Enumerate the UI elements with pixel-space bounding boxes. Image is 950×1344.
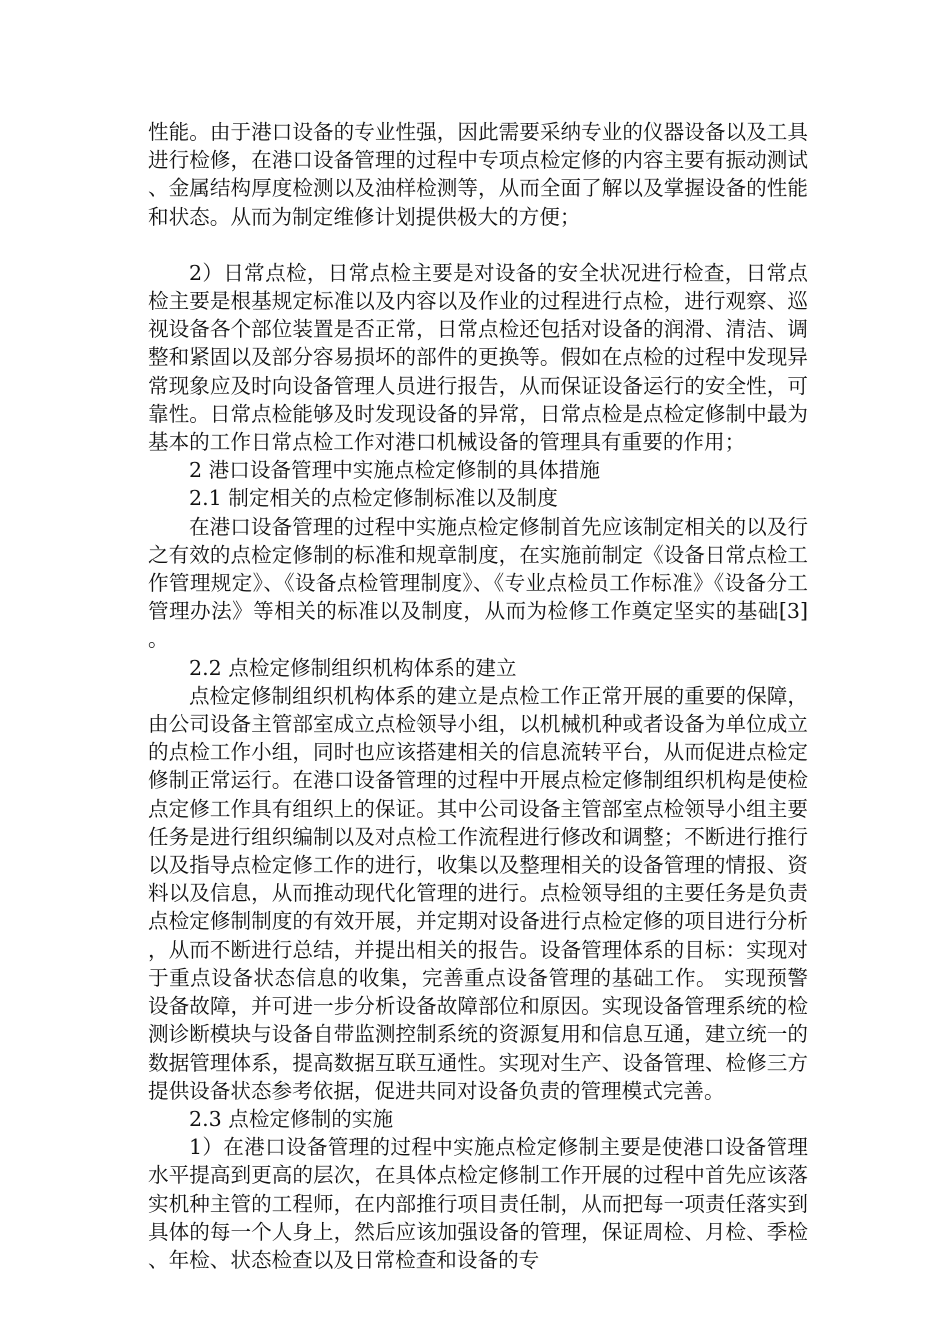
paragraph-daily-inspection: 2）日常点检，日常点检主要是对设备的安全状况进行检查，日常点检主要是根基规定标准以及内容以及作业的过程进行点检，进行观察、巡视设备各个部位装置是否正常，日常点检还包括对设备的润滑、清洁、调整和紧固以及部分容易损坏的部件的更换等。假如在点检的过程中发现异常现象应及时向设备管理人员进行报告，从而保证设备运行的安全性，可靠性。日常点检能够及时发现设备的异常，日常点检是点检定修制中最为基本的工作日常点检工作对港口机械设备的管理具有重要的作用； [148,260,808,455]
section-heading-2: 2 港口设备管理中实施点检定修制的具体措施 [189,458,600,483]
paragraph-implementation: 1）在港口设备管理的过程中实施点检定修制主要是使港口设备管理水平提高到更高的层次，在具体点检定修制工作开展的过程中首先应该落实机种主管的工程师，在内部推行项目责任制，从而把每一项责任落实到具体的每一个人身上，然后应该加强设备的管理，保证周检、月检、季检、年检、状态检查以及日常检查和设备的专 [148,1135,808,1272]
paragraph-standards: 在港口设备管理的过程中实施点检定修制首先应该制定相关的以及行之有效的点检定修制的标准和规章制度，在实施前制定《设备日常点检工作管理规定》、《设备点检管理制度》、《专业点检员工作标准》《设备分工管理办法》等相关的标准以及制度，从而为检修工作奠定坚实的基础[3]。 [148,514,808,652]
section-heading-2-2: 2.2 点检定修制组织机构体系的建立 [189,655,517,680]
section-heading-2-3: 2.3 点检定修制的实施 [189,1106,394,1131]
paragraph-special-inspection-continued: 性能。由于港口设备的专业性强，因此需要采纳专业的仪器设备以及工具进行检修，在港口设备管理的过程中专项点检定修的内容主要有振动测试、金属结构厚度检测以及油样检测等，从而全面了解以及掌握设备的性能和状态。从而为制定维修计划提供极大的方便； [148,120,808,229]
section-heading-2-1: 2.1 制定相关的点检定修制标准以及制度 [189,486,558,511]
paragraph-organization: 点检定修制组织机构体系的建立是点检工作正常开展的重要的保障，由公司设备主管部室成立点检领导小组，以机械机种或者设备为单位成立的点检工作小组，同时也应该搭建相关的信息流转平台，从而促进点检定修制正常运行。在港口设备管理的过程中开展点检定修制组织机构是使检点定修工作具有组织上的保证。其中公司设备主管部室点检领导小组主要任务是进行组织编制以及对点检工作流程进行修改和调整；不断进行推行以及指导点检定修工作的进行，收集以及整理相关的设备管理的情报、资料以及信息，从而推动现代化管理的进行。点检领导组的主要任务是负责点检定修制制度的有效开展，并定期对设备进行点检定修的项目进行分析，从而不断进行总结，并提出相关的报告。设备管理体系的目标：实现对于重点设备状态信息的收集，完善重点设备管理的基础工作。 实现预警设备故障，并可进一步分析设备故障部位和原因。实现设备管理系统的检测诊断模块与设备自带监测控制系统的资源复用和信息互通，建立统一的数据管理体系，提高数据互联互通性。实现对生产、设备管理、检修三方提供设备状态参考依据，促进共同对设备负责的管理模式完善。 [148,683,808,1103]
document-page [148,118,808,1274]
